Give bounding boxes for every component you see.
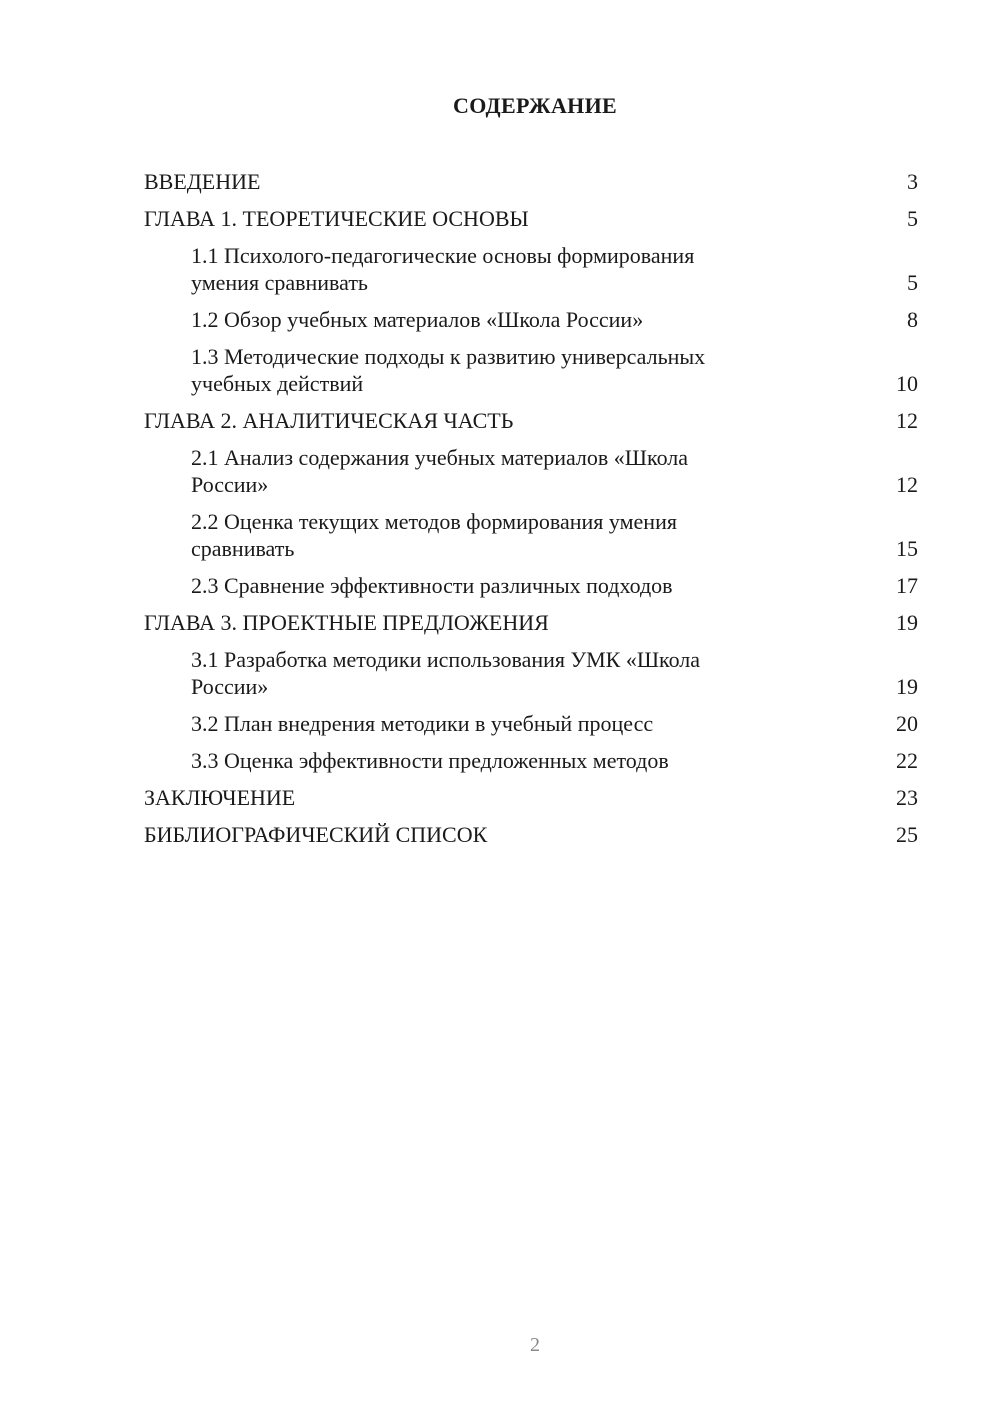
toc-entry-bibliography[interactable] <box>144 821 918 848</box>
toc-entry-section-1-1[interactable] <box>144 242 918 296</box>
toc-entry-text: БИБЛИОГРАФИЧЕСКИЙ СПИСОК <box>144 822 488 847</box>
toc-entry-chapter-3[interactable] <box>144 609 918 636</box>
page-number: 2 <box>530 1334 540 1356</box>
toc-entry-text: ГЛАВА 1. ТЕОРЕТИЧЕСКИЕ ОСНОВЫ <box>144 206 529 231</box>
toc-entry-introduction[interactable] <box>144 168 918 195</box>
table-of-contents <box>144 168 918 858</box>
toc-entry-chapter-2[interactable] <box>144 407 918 434</box>
toc-entry-page: 10 <box>896 371 918 396</box>
toc-entry-page: 19 <box>896 610 918 635</box>
toc-entry-page: 25 <box>896 822 918 847</box>
toc-entry-page: 3 <box>907 169 918 194</box>
toc-entry-section-1-3[interactable] <box>144 343 918 397</box>
toc-entry-section-3-3[interactable] <box>144 747 918 774</box>
toc-entry-page: 8 <box>907 307 918 332</box>
toc-entry-section-2-1[interactable] <box>144 444 918 498</box>
toc-entry-chapter-1[interactable] <box>144 205 918 232</box>
toc-entry-text: 1.2 Обзор учебных материалов «Школа России» <box>191 307 644 332</box>
toc-entry-text: 2.3 Сравнение эффективности различных подходов <box>191 573 673 598</box>
toc-entry-text: 3.3 Оценка эффективности предложенных методов <box>191 748 669 773</box>
toc-entry-text: 2.2 Оценка текущих методов формирования умения сравнивать <box>191 509 677 561</box>
toc-entry-page: 20 <box>896 711 918 736</box>
toc-entry-section-3-2[interactable] <box>144 710 918 737</box>
toc-entry-text: ВВЕДЕНИЕ <box>144 169 261 194</box>
page-title: СОДЕРЖАНИЕ <box>453 93 617 118</box>
toc-entry-text: 1.3 Методические подходы к развитию универсальных учебных действий <box>191 344 706 396</box>
toc-entry-section-2-3[interactable] <box>144 572 918 599</box>
toc-entry-text: ЗАКЛЮЧЕНИЕ <box>144 785 296 810</box>
toc-entry-text: 2.1 Анализ содержания учебных материалов «Школа России» <box>191 445 689 497</box>
toc-entry-text: 3.1 Разработка методики использования УМК «Школа России» <box>191 647 701 699</box>
toc-entry-page: 5 <box>907 206 918 231</box>
toc-entry-page: 17 <box>896 573 918 598</box>
toc-entry-text: ГЛАВА 2. АНАЛИТИЧЕСКАЯ ЧАСТЬ <box>144 408 514 433</box>
toc-entry-page: 23 <box>896 785 918 810</box>
toc-entry-conclusion[interactable] <box>144 784 918 811</box>
toc-entry-text: ГЛАВА 3. ПРОЕКТНЫЕ ПРЕДЛОЖЕНИЯ <box>144 610 549 635</box>
toc-entry-section-3-1[interactable] <box>144 646 918 700</box>
toc-entry-page: 22 <box>896 748 918 773</box>
toc-entry-page: 15 <box>896 536 918 561</box>
toc-entry-section-2-2[interactable] <box>144 508 918 562</box>
toc-entry-page: 19 <box>896 674 918 699</box>
toc-entry-section-1-2[interactable] <box>144 306 918 333</box>
toc-entry-text: 3.2 План внедрения методики в учебный процесс <box>191 711 654 736</box>
toc-entry-page: 12 <box>896 408 918 433</box>
toc-entry-page: 5 <box>907 270 918 295</box>
toc-entry-text: 1.1 Психолого-педагогические основы формирования умения сравнивать <box>191 243 695 295</box>
toc-entry-page: 12 <box>896 472 918 497</box>
